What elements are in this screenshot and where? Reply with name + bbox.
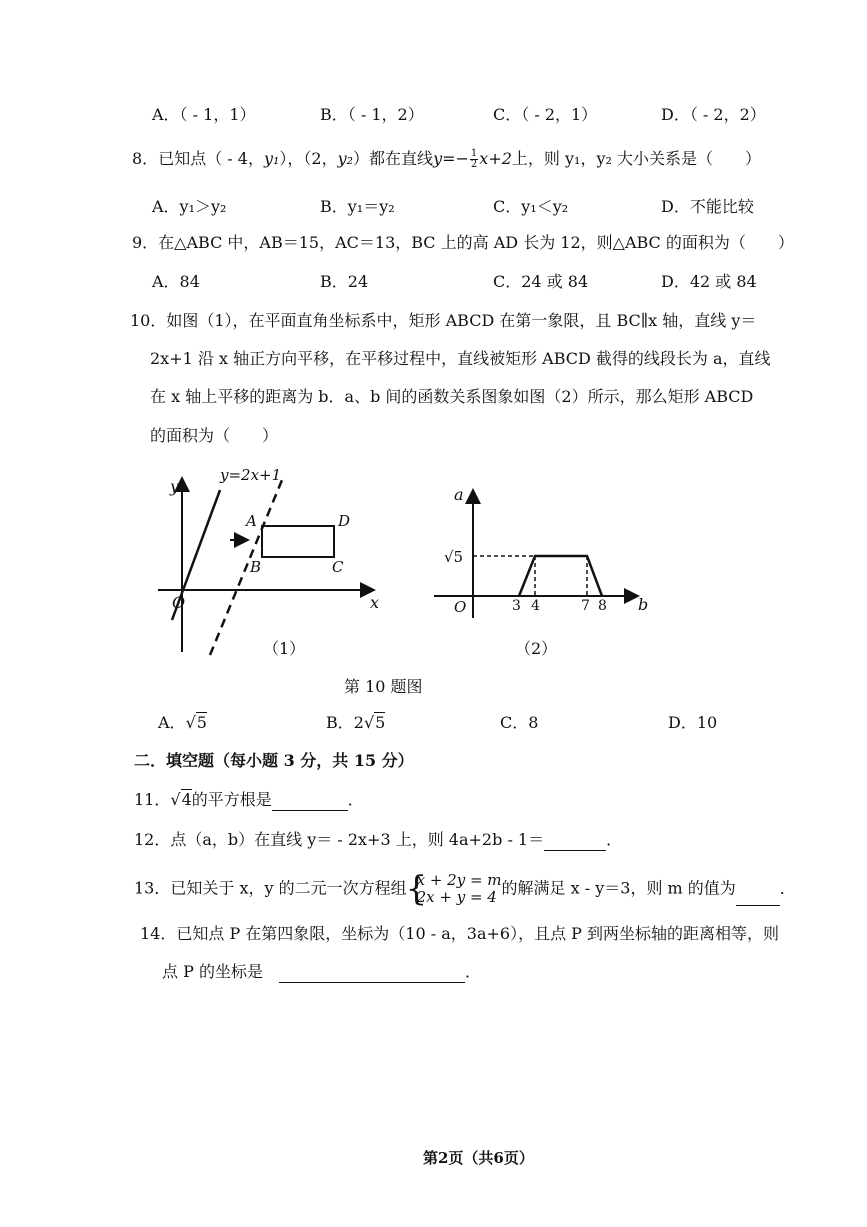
fig2-x-tick-3: 3 [512,598,521,614]
q9-option-d: D．42 或 84 [661,272,757,291]
q10-figure-1 [150,460,400,660]
q10-option-a: A．√5 [158,713,207,732]
q8-option-d: D．不能比较 [661,197,754,216]
q10-line-4: 的面积为（ ） [150,426,279,445]
q8-y1: y₁ [263,149,280,168]
fig1-rectangle [262,526,334,557]
q14-line-2: 点 P 的坐标是 ． [162,962,481,981]
fig2-x-tick-8: 8 [598,598,607,614]
q14-answer-blank[interactable] [279,964,465,983]
q8-y2: y₂ [337,149,354,168]
fig2-y-tick: √5 [444,548,464,566]
q13-stem: 13．已知关于 x，y 的二元一次方程组 { x + 2y = m 2x + y = 4 的解满足 x - y＝3，则 m 的值为 ． [134,869,796,909]
q8-option-c: C．y₁＜y₂ [493,197,569,216]
section-2-title: 二．填空题（每小题 3 分，共 15 分） [134,751,414,770]
q14-line-1: 14．已知点 P 在第四象限，坐标为（10 - a，3a+6），且点 P 到两坐标轴的距离相等，则 [140,924,780,943]
fig1-point-a: A [246,512,257,530]
q13-equation-system: { x + 2y = m 2x + y = 4 [405,869,502,909]
fig1-point-d: D [338,512,351,530]
fig1-origin: O [172,593,186,612]
q7-option-d: D．（ - 2，2） [661,105,766,124]
q10-figure-caption: 第 10 题图 [344,677,423,696]
q8-eq-left: y=− [433,149,469,168]
fig1-line-label: y=2x+1 [220,466,282,484]
q11-stem: 11．√4的平方根是 ． [134,790,364,809]
q10-line-2: 2x+1 沿 x 轴正方向平移，在平移过程中，直线被矩形 ABCD 截得的线段长为 a，直线 [150,349,771,368]
q9-option-a: A．84 [152,272,200,291]
fig1-caption: （1） [263,639,306,658]
fig2-caption: （2） [515,639,558,658]
q13-answer-blank[interactable] [736,887,780,906]
fig2-trapezoid-graph [519,556,602,596]
q9-option-c: C．24 或 84 [493,272,589,291]
q7-option-a: A．（ - 1，1） [152,105,256,124]
q9-stem: 9．在△ABC 中，AB＝15，AC＝13，BC 上的高 AD 长为 12，则△ABC 的面积为（ ） [132,233,794,252]
fig2-x-tick-7: 7 [581,598,590,614]
q8-eq-right: x+2 [479,149,512,168]
fig2-x-tick-4: 4 [531,598,540,614]
q12-stem: 12．点（a，b）在直线 y＝ - 2x+3 上，则 4a+2b - 1＝ ． [134,830,623,849]
fig1-x-label: x [370,593,380,612]
fig1-line-dashed [210,480,282,655]
fig2-y-label: a [454,485,464,504]
q8-fraction: $\frac{1}{2}$ [470,148,478,170]
q12-answer-blank[interactable] [544,832,606,851]
q10-line-1: 10．如图（1），在平面直角坐标系中，矩形 ABCD 在第一象限，且 BC∥x 轴，直线 y＝ [130,311,757,330]
page-footer: 第2页（共6页） [423,1149,534,1167]
fig1-point-b: B [250,558,262,576]
q7-option-c: C．（ - 2，1） [493,105,598,124]
q10-option-b: B．2√5 [326,713,386,732]
fig1-point-c: C [332,558,344,576]
q8-mid2: ）都在直线 [353,149,434,168]
q10-option-c: C．8 [500,713,539,732]
q10-line-3: 在 x 轴上平移的距离为 b．a、b 间的函数关系图象如图（2）所示，那么矩形 ABCD [150,387,754,406]
q7-option-b: B．（ - 1，2） [320,105,424,124]
q9-option-b: B．24 [320,272,369,291]
q8-option-a: A．y₁＞y₂ [152,197,227,216]
q8-stem [132,148,761,170]
q8-option-b: B．y₁＝y₂ [320,197,395,216]
q10-figure-2 [430,478,660,628]
q11-answer-blank[interactable] [272,792,348,811]
q8-mid1: ），（2， [279,149,338,168]
fig1-y-label: y [170,477,180,496]
q8-number: 8． [132,149,159,168]
q8-text-before: 已知点（ - 4， [158,149,264,168]
q8-text-after: 上，则 y₁，y₂ 大小关系是（ ） [511,149,761,168]
q10-option-d: D．10 [668,713,718,732]
fig2-origin: O [454,598,467,616]
fig2-x-label: b [638,595,649,614]
